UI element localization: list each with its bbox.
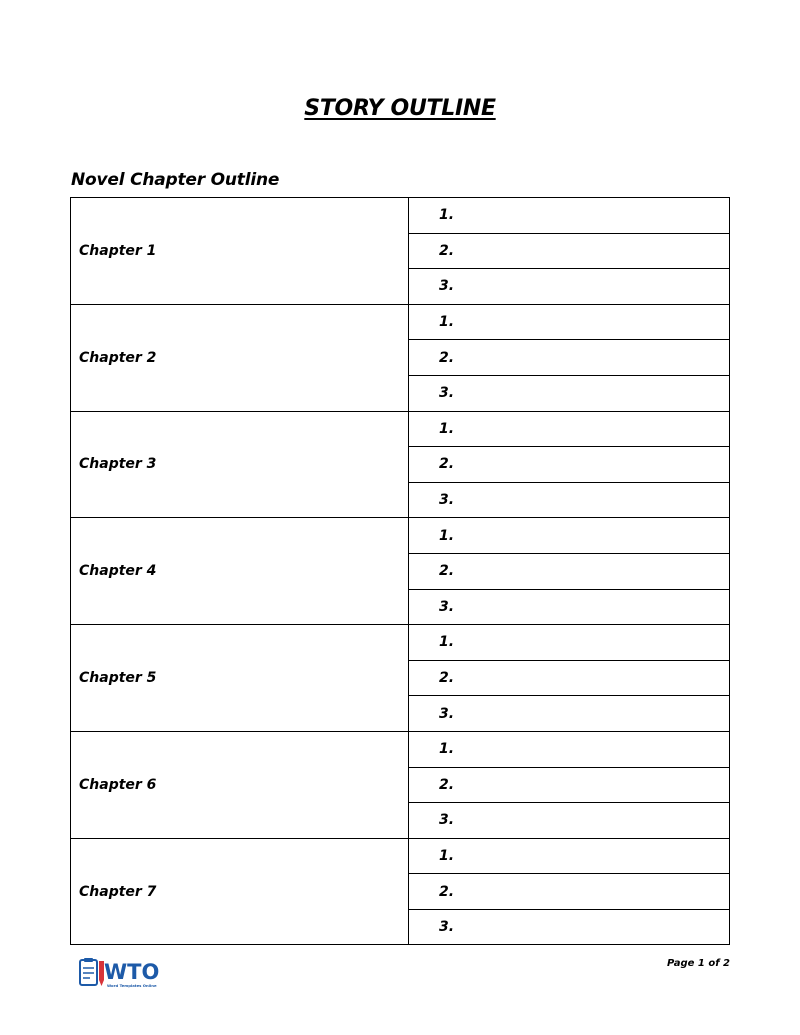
chapter-point-cell[interactable]: 2.	[409, 553, 730, 589]
chapter-point-cell[interactable]: 2.	[409, 874, 730, 910]
chapter-label: Chapter 6	[71, 731, 409, 838]
chapter-point-cell[interactable]: 2.	[409, 767, 730, 803]
chapter-point-cell[interactable]: 1.	[409, 731, 730, 767]
chapter-point-cell[interactable]: 1.	[409, 304, 730, 340]
table-row	[71, 198, 730, 234]
table-row	[71, 838, 730, 874]
chapter-outline-table	[70, 197, 730, 945]
clipboard-icon	[80, 958, 97, 985]
chapter-label: Chapter 2	[71, 304, 409, 411]
chapter-point-cell[interactable]: 3.	[409, 482, 730, 518]
page-indicator: Page 1 of 2	[667, 958, 730, 969]
table-row	[71, 731, 730, 767]
chapter-point-cell[interactable]: 3.	[409, 375, 730, 411]
chapter-point-cell[interactable]: 3.	[409, 696, 730, 732]
logo-subtext: Word Templates Online	[107, 983, 157, 988]
chapter-point-cell[interactable]: 2.	[409, 233, 730, 269]
chapter-point-cell[interactable]: 3.	[409, 589, 730, 625]
chapter-point-cell[interactable]: 2.	[409, 340, 730, 376]
chapter-point-cell[interactable]: 1.	[409, 518, 730, 554]
chapter-point-cell[interactable]: 1.	[409, 625, 730, 661]
chapter-label: Chapter 1	[71, 198, 409, 305]
chapter-point-cell[interactable]: 2.	[409, 660, 730, 696]
logo-wordmark: WTO	[104, 960, 160, 984]
wto-logo	[79, 956, 171, 990]
chapter-label: Chapter 3	[71, 411, 409, 518]
chapter-point-cell[interactable]: 3.	[409, 909, 730, 945]
chapter-label: Chapter 5	[71, 625, 409, 732]
chapter-point-cell[interactable]: 2.	[409, 447, 730, 483]
chapter-point-cell[interactable]: 1.	[409, 198, 730, 234]
chapter-point-cell[interactable]: 1.	[409, 838, 730, 874]
chapter-point-cell[interactable]: 3.	[409, 269, 730, 305]
chapter-point-cell[interactable]: 1.	[409, 411, 730, 447]
chapter-label: Chapter 7	[71, 838, 409, 945]
table-row	[71, 304, 730, 340]
table-row	[71, 625, 730, 661]
chapter-label: Chapter 4	[71, 518, 409, 625]
section-heading: Novel Chapter Outline	[71, 170, 280, 190]
chapter-point-cell[interactable]: 3.	[409, 803, 730, 839]
table-row	[71, 411, 730, 447]
document-title: STORY OUTLINE	[304, 96, 496, 121]
table-row	[71, 518, 730, 554]
